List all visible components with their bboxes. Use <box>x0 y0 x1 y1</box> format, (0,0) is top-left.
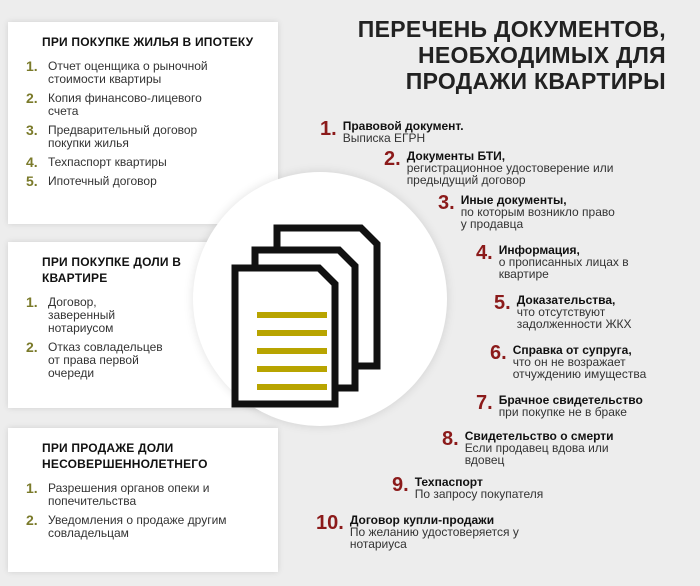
doc-item-5: 5. Доказательства, что отсутствуют задолженности ЖКХ <box>494 292 632 331</box>
doc-item-6: 6. Справка от супруга, что он не возражает отчуждению имущества <box>490 342 647 381</box>
panel-heading: ПРИ ПРОДАЖЕ ДОЛИ НЕСОВЕРШЕННОЛЕТНЕГО <box>42 441 208 471</box>
doc-item-8: 8. Свидетельство о смерти Если продавец вдова или вдовец <box>442 428 614 467</box>
list-item: 4. Техпаспорт квартиры <box>26 154 167 170</box>
panel-heading: ПРИ ПОКУПКЕ ЖИЛЬЯ В ИПОТЕКУ <box>42 35 254 49</box>
list-item: 2. Копия финансово-лицевого счета <box>26 90 202 118</box>
list-item: 2. Уведомления о продаже другим совладельцам <box>26 512 227 540</box>
panel-heading: ПРИ ПОКУПКЕ ДОЛИ В КВАРТИРЕ <box>42 255 182 285</box>
doc-item-1: 1. Правовой документ. Выписка ЕГРН <box>320 118 464 145</box>
list-item: 1. Договор, заверенный нотариусом <box>26 294 116 335</box>
doc-item-3: 3. Иные документы, по которым возникло право у продавца <box>438 192 615 231</box>
panel-minor-share <box>8 428 278 572</box>
list-item: 1. Отчет оценщика о рыночной стоимости квартиры <box>26 58 208 86</box>
list-item: 3. Предварительный договор покупки жилья <box>26 122 198 150</box>
list-item: 2. Отказ совладельцев от права первой очереди <box>26 339 163 380</box>
page-title: ПЕРЕЧЕНЬ ДОКУМЕНТОВ, НЕОБХОДИМЫХ ДЛЯ ПРОДАЖИ КВАРТИРЫ <box>357 16 666 94</box>
panel-mortgage <box>8 22 278 224</box>
doc-item-10: 10. Договор купли-продажи По желанию удостоверяется у нотариуса <box>316 512 519 551</box>
doc-item-4: 4. Информация, о прописанных лицах в квартире <box>476 242 629 281</box>
list-item: 5. Ипотечный договор <box>26 173 157 189</box>
documents-stack-icon <box>225 220 395 410</box>
doc-item-7: 7. Брачное свидетельство при покупке не в браке <box>476 392 643 419</box>
doc-item-2: 2. Документы БТИ, регистрационное удостоверение или предыдущий договор <box>384 148 614 187</box>
doc-item-9: 9. Техпаспорт По запросу покупателя <box>392 474 544 501</box>
list-item: 1. Разрешения органов опеки и попечительства <box>26 480 210 508</box>
